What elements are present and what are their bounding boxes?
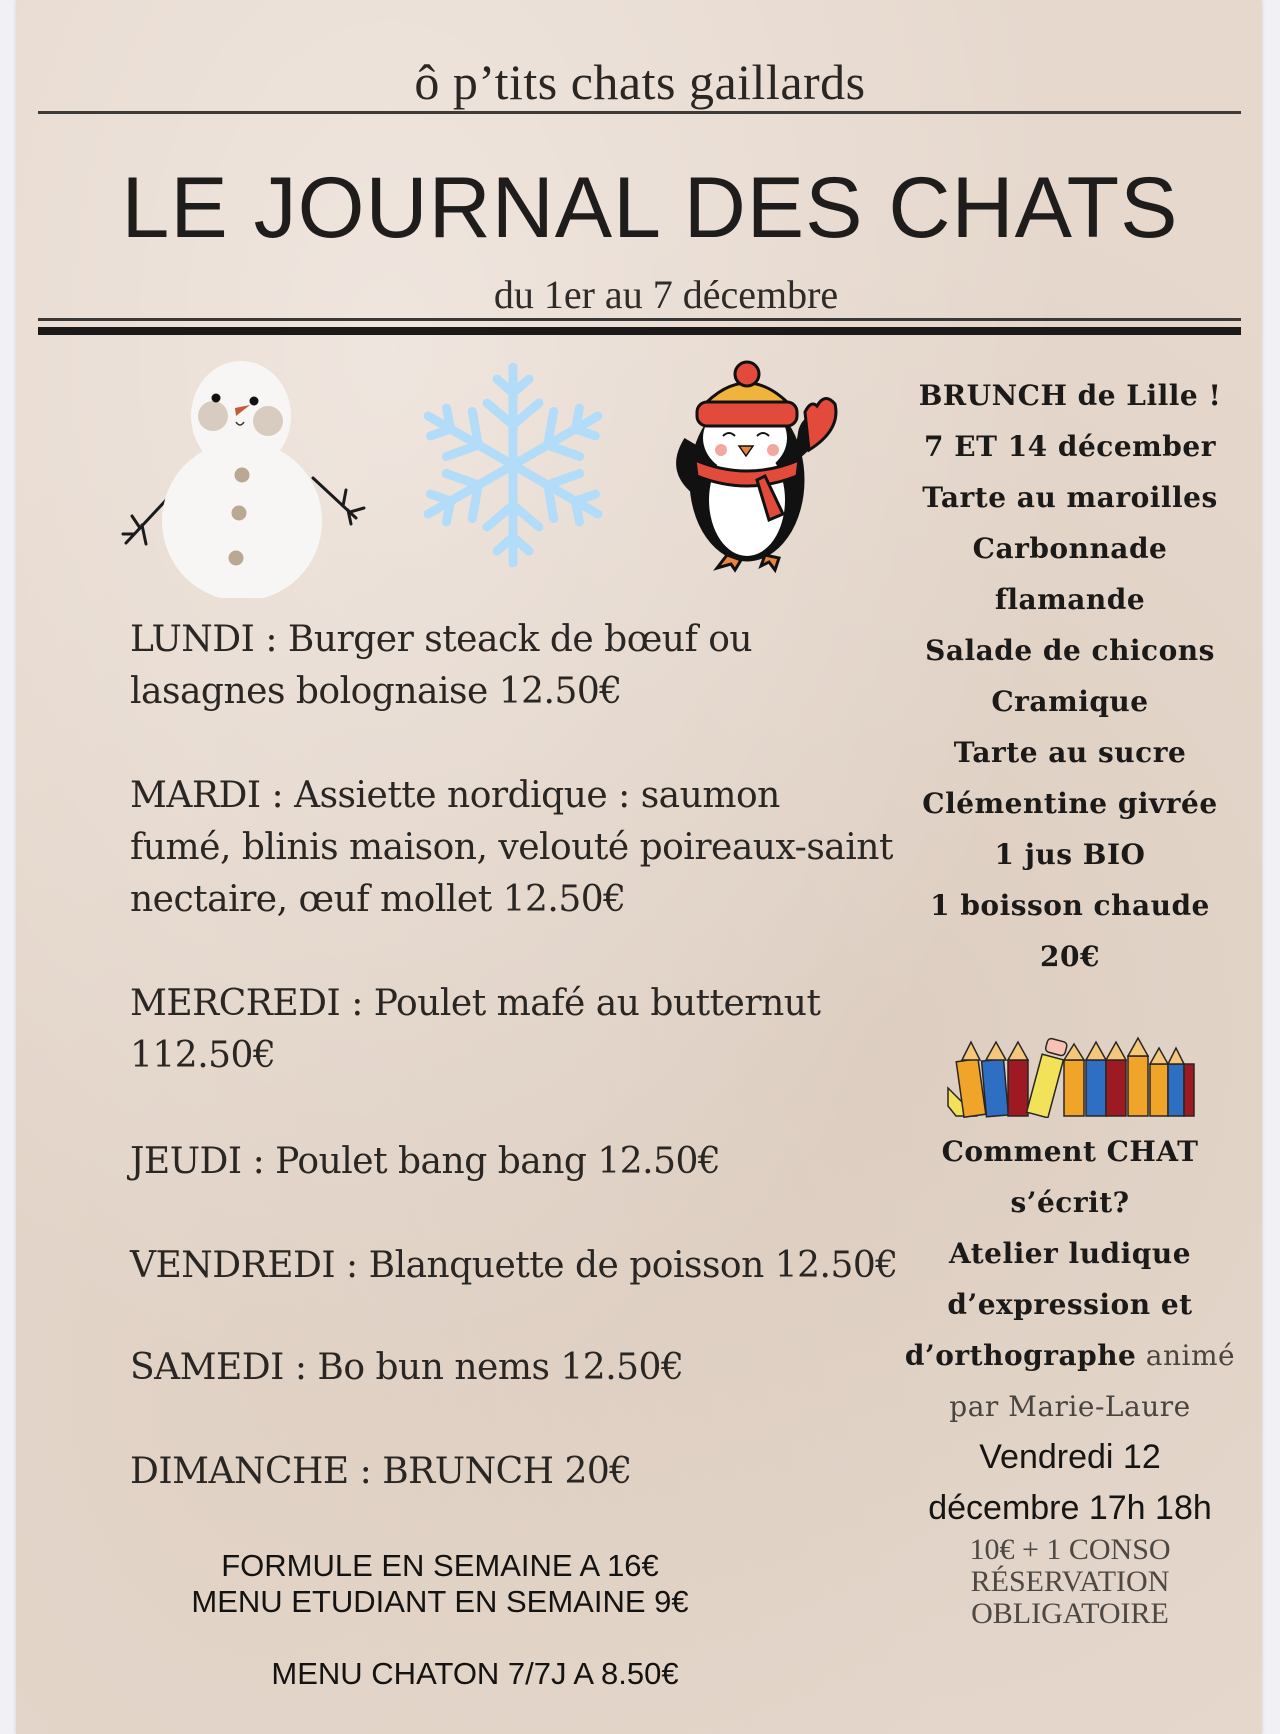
workshop-time: décembre 17h 18h [928, 1489, 1212, 1527]
workshop-price: 10€ + 1 CONSO [969, 1533, 1171, 1566]
dish-line: Blanquette de poisson 12.50€ [368, 1245, 898, 1286]
dish-line: Assiette nordique : saumon [294, 775, 780, 816]
day-label: JEUDI [130, 1141, 242, 1182]
dish-line: fumé, blinis maison, velouté poireaux-saint [130, 827, 893, 868]
menu-day-friday: VENDREDI : Blanquette de poisson 12.50€ [130, 1245, 898, 1286]
dish-line: Burger steack de bœuf ou [287, 619, 753, 660]
brand-name: ô p’tits chats gaillards [414, 54, 866, 110]
menu-day-sunday: DIMANCHE : BRUNCH 20€ [130, 1451, 632, 1492]
page-title: LE JOURNAL DES CHATS [121, 160, 1179, 256]
day-label: SAMEDI [130, 1347, 284, 1388]
workshop-desc: Atelier ludique [948, 1237, 1192, 1270]
workshop-panel: Comment CHAT s’écrit? Atelier ludique d’expression et d’orthographe animé par Marie-Laure Vendredi 12 décembre 17h 18h 10€ + 1 CONSO RÉSERVATION OBLIGATOIRE [900, 1126, 1240, 1630]
workshop-booking: OBLIGATOIRE [971, 1597, 1169, 1630]
brunch-title: BRUNCH de Lille ! [918, 379, 1222, 412]
formula-weekday: FORMULE EN SEMAINE A 16€ [221, 1548, 659, 1583]
brunch-price: 20€ [1040, 940, 1100, 973]
brunch-item: 1 boisson chaude [930, 889, 1210, 922]
workshop-desc: d’expression et [947, 1288, 1193, 1321]
menu-day-tuesday: MARDI : Assiette nordique : saumon fumé, blinis maison, velouté poireaux-saint nectaire, œuf mollet 12.50€ [130, 775, 893, 920]
dish-line: BRUNCH 20€ [382, 1451, 632, 1492]
menu-day-saturday: SAMEDI : Bo bun nems 12.50€ [130, 1347, 684, 1388]
brunch-item: Carbonnade [972, 532, 1168, 565]
snowflake-icon [418, 360, 608, 570]
brunch-dates: 7 ET 14 décember [924, 430, 1216, 463]
day-label: MERCREDI [130, 983, 341, 1024]
day-label: DIMANCHE [130, 1451, 349, 1492]
penguin-icon [665, 360, 845, 575]
workshop-desc: d’orthographe [904, 1339, 1137, 1372]
double-rule-thick [38, 327, 1241, 335]
formula-student: MENU ETUDIANT EN SEMAINE 9€ [191, 1584, 689, 1619]
brunch-item: Clémentine givrée [922, 787, 1218, 820]
menu-day-thursday: JEUDI : Poulet bang bang 12.50€ [130, 1141, 721, 1182]
dish-line: Poulet bang bang 12.50€ [275, 1141, 721, 1182]
brunch-item: flamande [994, 583, 1146, 616]
menu-day-wednesday: MERCREDI : Poulet mafé au butternut 112.50€ [130, 983, 821, 1076]
day-label: VENDREDI [130, 1245, 336, 1286]
day-label: LUNDI [130, 619, 255, 660]
workshop-date: Vendredi 12 [979, 1438, 1161, 1476]
workshop-booking: RÉSERVATION [970, 1565, 1170, 1598]
workshop-title: Comment CHAT [941, 1135, 1199, 1168]
dish-line: Bo bun nems 12.50€ [317, 1347, 684, 1388]
date-range: du 1er au 7 décembre [493, 272, 839, 317]
brunch-item: Salade de chicons [925, 634, 1215, 667]
dish-line: nectaire, œuf mollet 12.50€ [130, 879, 626, 920]
workshop-host: par Marie-Laure [949, 1390, 1191, 1423]
workshop-title: s’écrit? [1010, 1186, 1130, 1219]
formula-kitten: MENU CHATON 7/7J A 8.50€ [271, 1656, 679, 1691]
brunch-item: 1 jus BIO [994, 838, 1146, 871]
dish-line: Poulet mafé au butternut [373, 983, 821, 1024]
brunch-item: Tarte au maroilles [922, 481, 1218, 514]
day-label: MARDI [130, 775, 261, 816]
double-rule-thin [38, 318, 1241, 321]
header-rule [38, 111, 1241, 114]
brunch-panel [900, 370, 1240, 982]
dish-line: lasagnes bolognaise 12.50€ [130, 671, 622, 712]
dish-line: 112.50€ [130, 1035, 276, 1076]
brunch-item: Cramique [991, 685, 1149, 718]
colored-pencils-icon [946, 1036, 1196, 1118]
snowman-icon [118, 358, 368, 598]
brunch-item: Tarte au sucre [953, 736, 1187, 769]
menu-day-monday: LUNDI : Burger steack de bœuf ou lasagnes bolognaise 12.50€ [130, 619, 753, 712]
